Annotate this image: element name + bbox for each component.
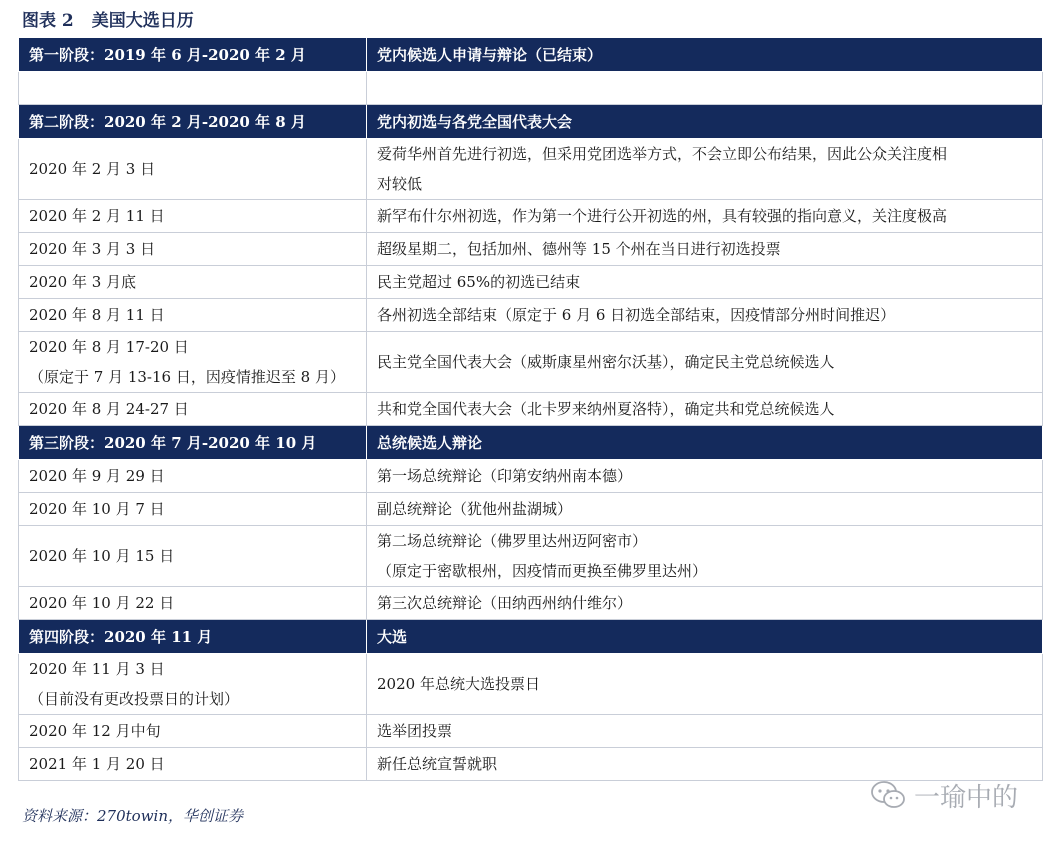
figure-number: 图表 2 xyxy=(22,11,74,31)
table-row xyxy=(19,139,1043,200)
date-cell xyxy=(19,299,367,332)
date-text: 2020 年 12 月中旬 xyxy=(29,722,161,740)
date-text: 2020 年 9 月 29 日 xyxy=(29,467,165,485)
table-row xyxy=(19,526,1043,587)
table-row xyxy=(19,715,1043,748)
event-cell xyxy=(367,587,1043,620)
event-cell xyxy=(367,393,1043,426)
phase-header-row xyxy=(19,38,1043,72)
event-cell xyxy=(367,715,1043,748)
phase-header-row xyxy=(19,105,1043,139)
date-text: 2020 年 8 月 11 日 xyxy=(29,306,165,324)
figure-title: 美国大选日历 xyxy=(91,11,194,31)
table-row xyxy=(19,393,1043,426)
event-cell xyxy=(367,233,1043,266)
event-text: 第三次总统辩论（田纳西州纳什维尔） xyxy=(377,594,633,612)
date-cell xyxy=(19,460,367,493)
date-cell xyxy=(19,139,367,200)
event-cell xyxy=(367,493,1043,526)
date-cell xyxy=(19,266,367,299)
wechat-icon xyxy=(870,780,906,810)
event-text: 第二场总统辩论（佛罗里达州迈阿密市） xyxy=(377,532,648,550)
table-row xyxy=(19,266,1043,299)
event-cell xyxy=(367,139,1043,200)
event-text: 各州初选全部结束（原定于 6 月 6 日初选全部结束，因疫情部分州时间推迟） xyxy=(377,306,896,324)
date-cell xyxy=(19,654,367,715)
date-text: 2020 年 10 月 15 日 xyxy=(29,547,175,565)
event-text: 爱荷华州首先进行初选，但采用党团选举方式，不会立即公布结果，因此公众关注度相 xyxy=(377,145,948,163)
event-cell xyxy=(367,460,1043,493)
phase-header-row xyxy=(19,620,1043,654)
date-cell xyxy=(19,587,367,620)
source-note: 资料来源：270towin，华创证券 xyxy=(22,807,243,825)
spacer-row xyxy=(19,72,1043,105)
date-text: 2020 年 3 月 3 日 xyxy=(29,240,156,258)
event-cell xyxy=(367,72,1043,105)
table-row xyxy=(19,332,1043,393)
watermark xyxy=(870,778,1018,812)
phase-period: 第三阶段：2020 年 7 月-2020 年 10 月 xyxy=(19,426,367,460)
table-row xyxy=(19,493,1043,526)
event-cell xyxy=(367,654,1043,715)
phase-period: 第一阶段：2019 年 6 月-2020 年 2 月 xyxy=(19,38,367,72)
table-row xyxy=(19,299,1043,332)
table-row xyxy=(19,460,1043,493)
table-row xyxy=(19,654,1043,715)
election-calendar-table xyxy=(18,37,1043,781)
phase-title: 总统候选人辩论 xyxy=(367,426,1043,460)
date-text: 2020 年 10 月 7 日 xyxy=(29,500,165,518)
date-text: 2021 年 1 月 20 日 xyxy=(29,755,165,773)
date-text: （原定于 7 月 13-16 日，因疫情推迟至 8 月） xyxy=(29,368,345,386)
date-cell xyxy=(19,233,367,266)
date-text: 2020 年 2 月 11 日 xyxy=(29,207,165,225)
event-text: 共和党全国代表大会（北卡罗来纳州夏洛特），确定共和党总统候选人 xyxy=(377,400,835,418)
event-text: 新任总统宣誓就职 xyxy=(377,755,498,773)
date-cell xyxy=(19,526,367,587)
date-cell xyxy=(19,72,367,105)
event-text: （原定于密歇根州，因疫情而更换至佛罗里达州） xyxy=(377,562,708,580)
event-text: 新罕布什尔州初选，作为第一个进行公开初选的州，具有较强的指向意义，关注度极高 xyxy=(377,207,948,225)
event-text: 2020 年总统大选投票日 xyxy=(377,675,540,693)
event-cell xyxy=(367,200,1043,233)
date-text: 2020 年 10 月 22 日 xyxy=(29,594,175,612)
phase-period: 第四阶段：2020 年 11 月 xyxy=(19,620,367,654)
event-text: 第一场总统辩论（印第安纳州南本德） xyxy=(377,467,633,485)
phase-period: 第二阶段：2020 年 2 月-2020 年 8 月 xyxy=(19,105,367,139)
date-text: 2020 年 3 月底 xyxy=(29,273,137,291)
event-text: 民主党超过 65%的初选已结束 xyxy=(377,273,581,291)
date-cell xyxy=(19,200,367,233)
phase-title: 党内初选与各党全国代表大会 xyxy=(367,105,1043,139)
event-text: 选举团投票 xyxy=(377,722,453,740)
figure-caption xyxy=(22,7,194,35)
table-row xyxy=(19,587,1043,620)
phase-header-row xyxy=(19,426,1043,460)
event-text: 民主党全国代表大会（威斯康星州密尔沃基），确定民主党总统候选人 xyxy=(377,353,835,371)
event-text: 超级星期二，包括加州、德州等 15 个州在当日进行初选投票 xyxy=(377,240,781,258)
table-row xyxy=(19,200,1043,233)
date-cell xyxy=(19,748,367,781)
phase-title: 党内候选人申请与辩论（已结束） xyxy=(367,38,1043,72)
event-cell xyxy=(367,332,1043,393)
date-text: 2020 年 8 月 24-27 日 xyxy=(29,400,189,418)
date-text: 2020 年 11 月 3 日 xyxy=(29,660,165,678)
event-cell xyxy=(367,266,1043,299)
event-text: 对较低 xyxy=(377,175,423,193)
event-cell xyxy=(367,299,1043,332)
date-cell xyxy=(19,493,367,526)
date-text: 2020 年 2 月 3 日 xyxy=(29,160,156,178)
date-cell xyxy=(19,332,367,393)
table-row xyxy=(19,233,1043,266)
date-text: 2020 年 8 月 17-20 日 xyxy=(29,338,189,356)
date-text: （目前没有更改投票日的计划） xyxy=(29,690,240,708)
event-text: 副总统辩论（犹他州盐湖城） xyxy=(377,500,573,518)
date-cell xyxy=(19,393,367,426)
watermark-text: 一瑜中的 xyxy=(914,782,1019,813)
date-cell xyxy=(19,715,367,748)
phase-title: 大选 xyxy=(367,620,1043,654)
event-cell xyxy=(367,526,1043,587)
table-row xyxy=(19,748,1043,781)
